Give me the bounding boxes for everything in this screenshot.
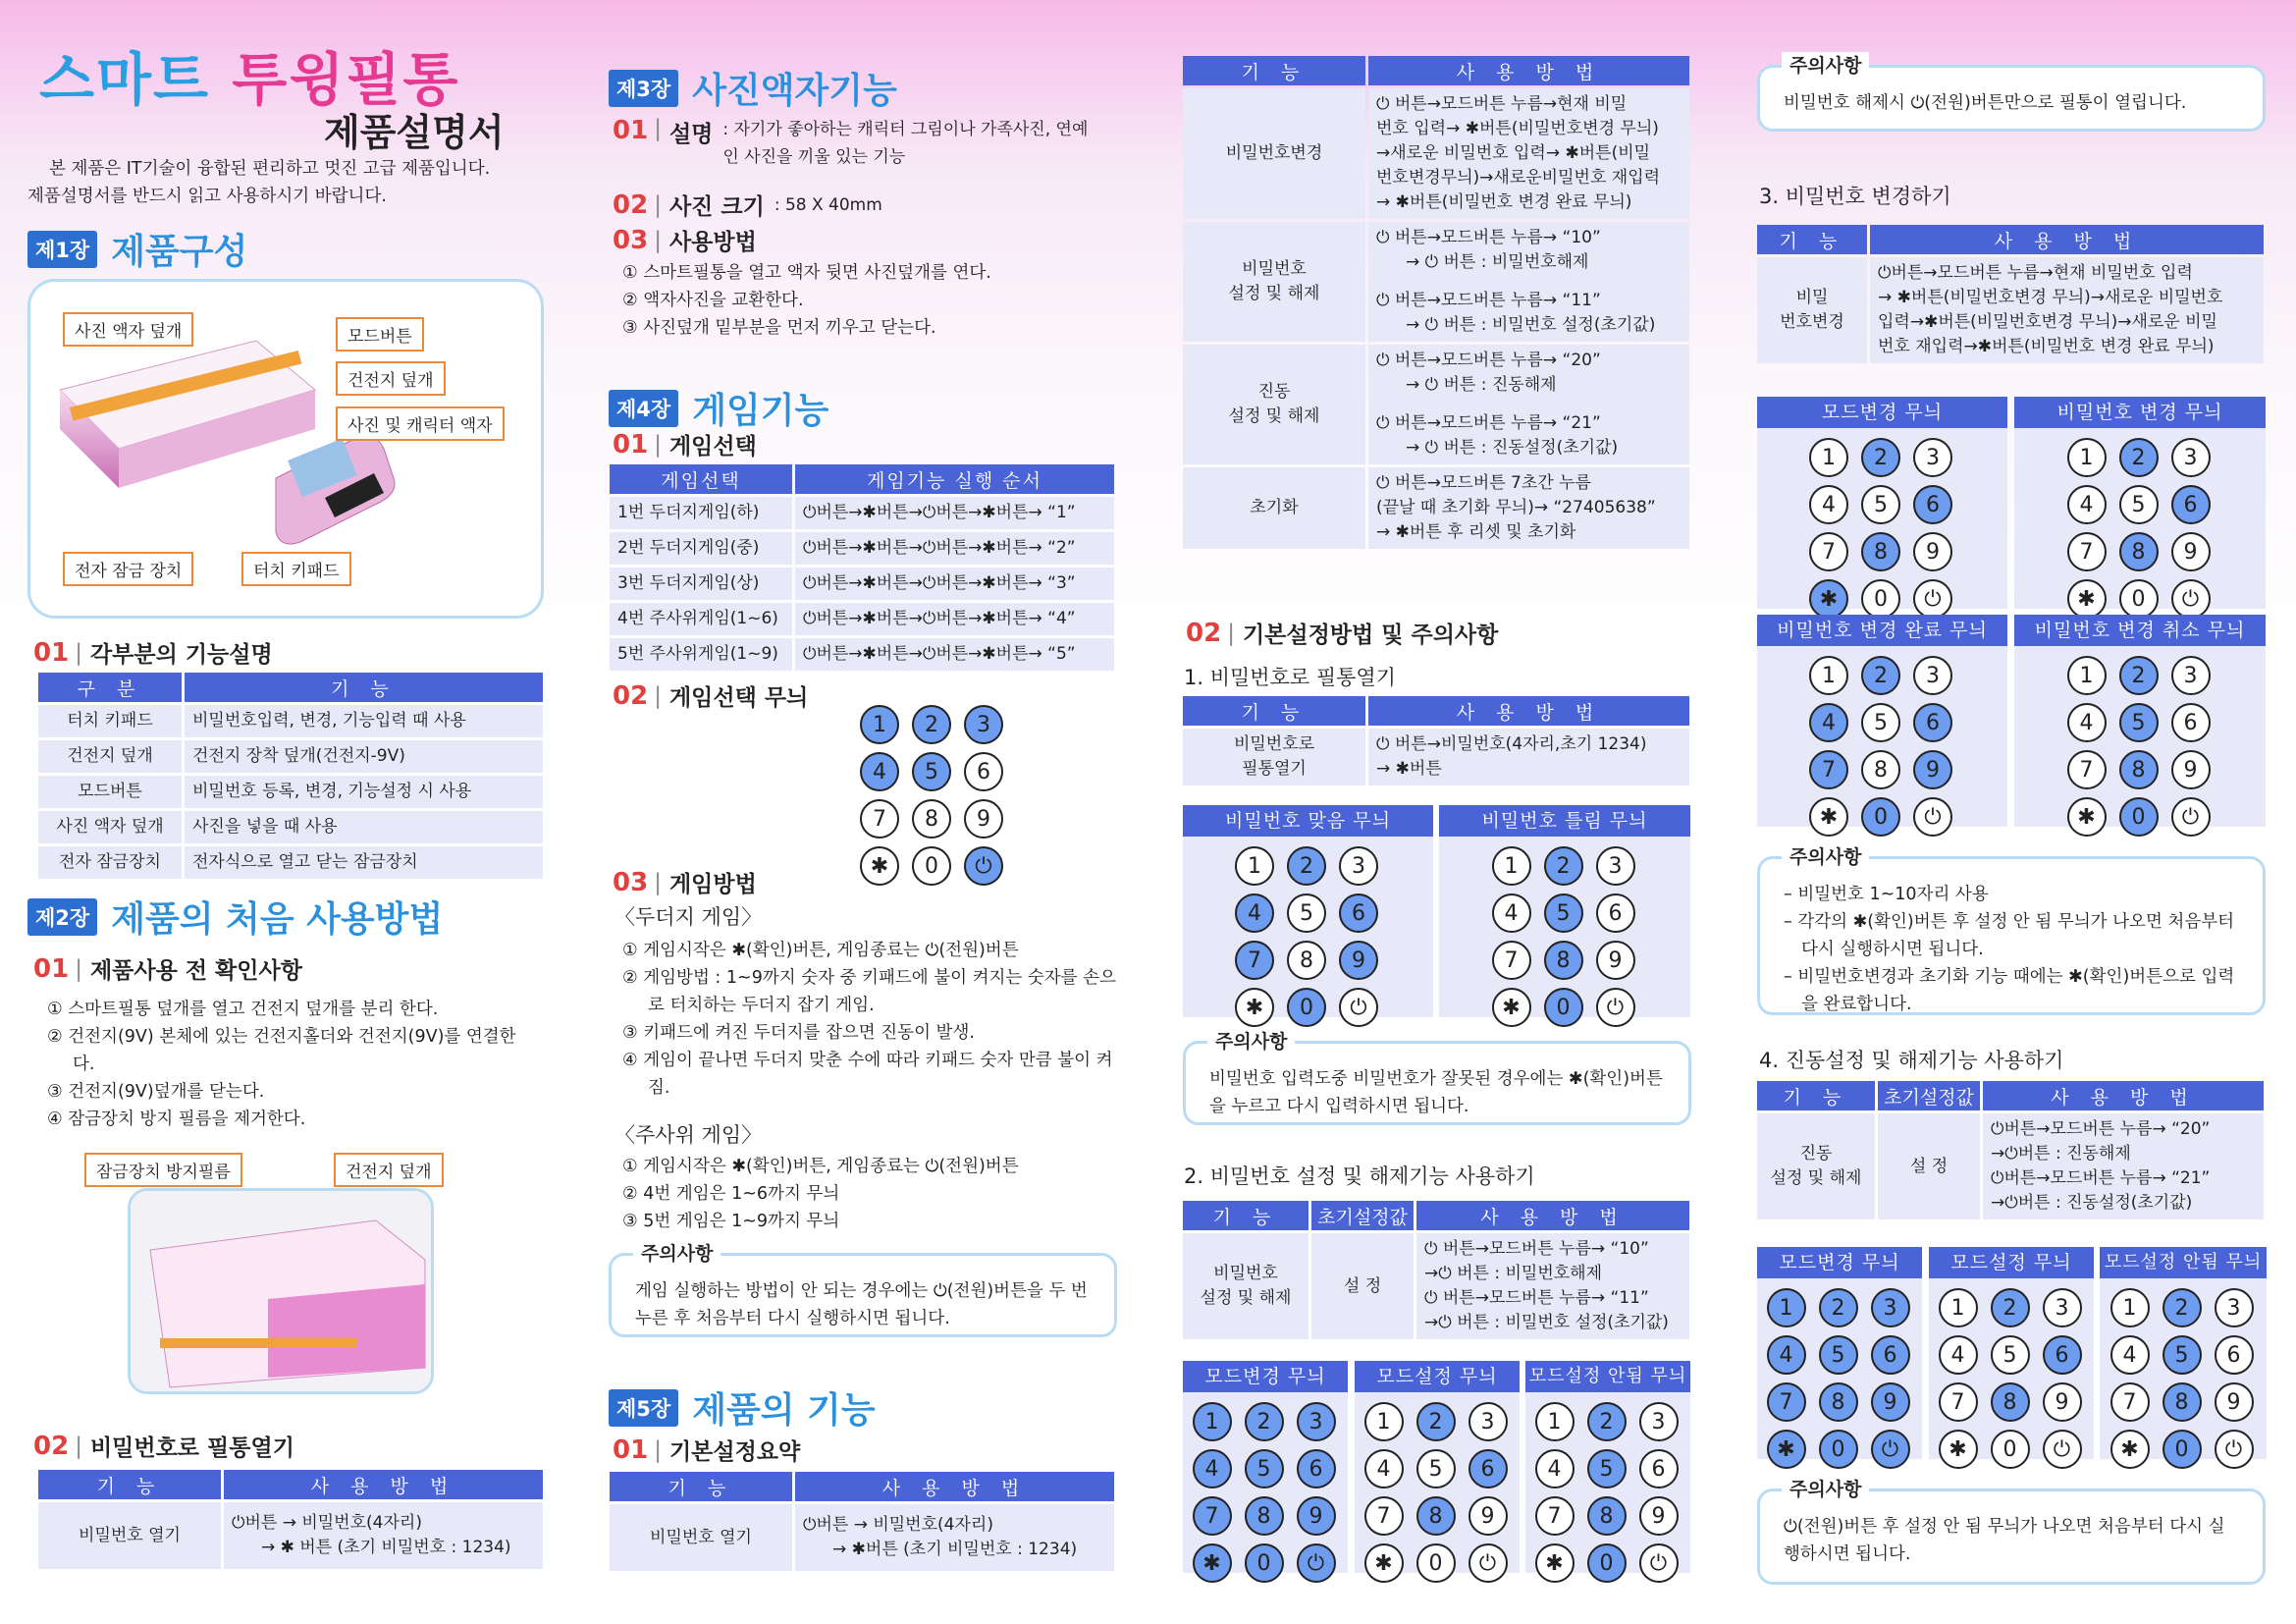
intro-text: 본 제품은 IT기술이 융합된 편리하고 멋진 고급 제품입니다. 제품설명서를 반드시 읽고 사용하시기 바랍니다. [27, 159, 491, 206]
keypad-key: ✱ [2067, 797, 2107, 837]
keypad-key: 0 [2119, 579, 2159, 619]
table-row: 비밀번호 설정 및 해제 ⏻ 버튼→모드버튼 누름→ “10” → ⏻ 버튼 : 비밀번호해제 ⏻ 버튼→모드버튼 누름→ “11” → ⏻ 버튼 : 비밀번호 설정(초기값) [1183, 222, 1689, 342]
panel-password-correct: 비밀번호 맞음 무늬 1 2 3 4 5 6 7 8 9 ✱ 0 ⏻ [1183, 805, 1433, 1017]
keypad-key: 0 [1287, 988, 1326, 1027]
opened-case-illustration [131, 1191, 434, 1394]
label-photo-character-frame: 사진 및 캐릭터 액자 [336, 406, 505, 441]
keypad-key: 7 [1492, 941, 1531, 980]
keypad-key: 6 [1468, 1449, 1508, 1489]
keypad-key: ⏻ [1339, 988, 1378, 1027]
keypad-key: 5 [2119, 703, 2159, 742]
keypad-key: ✱ [1809, 797, 1848, 837]
chapter-2-header: 제2장 제품의 처음 사용방법 [27, 892, 443, 942]
keypad-key: 5 [2119, 485, 2159, 524]
panel-password-change-done: 비밀번호 변경 완료 무늬 1 2 3 4 5 6 7 8 9 ✱ 0 ⏻ [1757, 615, 2007, 827]
keypad-key: 0 [2119, 797, 2159, 837]
table-row: 초기화 ⏻ 버튼→모드버튼 7초간 누름 (끝날 때 초기화 무늬)→ “27405638” → ✱버튼 후 리셋 및 초기화 [1183, 467, 1689, 549]
panel-c4-vib-mode-change: 모드변경 무늬 1 2 3 4 5 6 7 8 9 ✱ 0 ⏻ [1757, 1247, 1922, 1459]
keypad-key: 1 [2067, 656, 2107, 695]
keypad-key: 9 [2171, 750, 2211, 789]
keypad-key: ✱ [1193, 1543, 1232, 1583]
keypad-key: 4 [2067, 703, 2107, 742]
game-caution-note: 주의사항 게임 실행하는 방법이 안 되는 경우에는 ⏻(전원)버튼을 두 번 누른 후 처음부터 다시 실행하시면 됩니다. [609, 1253, 1117, 1337]
keypad-key: 6 [964, 752, 1003, 791]
panel-mode-change: 모드변경 무늬 1 2 3 4 5 6 7 8 9 ✱ 0 ⏻ [1183, 1361, 1348, 1573]
keypad-key: 1 [1939, 1288, 1978, 1327]
keypad-key: 3 [1639, 1402, 1679, 1441]
ch4-sub-03: 03 | 게임방법 [613, 867, 757, 897]
panel-mode-set: 모드설정 무늬 1 2 3 4 5 6 7 8 9 ✱ 0 ⏻ [1355, 1361, 1520, 1573]
keypad-key: 5 [1819, 1335, 1858, 1375]
table-row: 비밀번호 열기 ⏻버튼 → 비밀번호(4자리) → ✱ 버튼 (초기 비밀번호 : 1234) [38, 1502, 543, 1569]
settings-function-table: 기 능 사 용 방 법 비밀번호변경 ⏻ 버튼→모드버튼 누름→현재 비밀 번호 입력→ ✱버튼(비밀번호변경 무늬) →새로운 비밀번호 입력→ ✱버튼(비밀 번호변경무늬)→새로운비밀번호 재입력 → ✱버튼(비밀번호 변경 완료 무늬) 비밀번호 설정 및 해제 ⏻ 버튼→모드버튼 누름→ “10” → ⏻ 버튼 : 비밀번호해제 ⏻ 버튼→모드버튼 누름→ “11” → ⏻ 버튼 : 비밀번호 설정(초기값) 진동 설정 및 해제 ⏻ 버튼→모드버튼 누름→ “20” → ⏻ 버튼 : 진동해제 ⏻ 버튼→모드버튼 누름→ “21” → ⏻ 버튼 : 진동설정(초기값) 초기화 ⏻ 버튼→모드버튼 7초간 누름 (끝날 때 초기화 무늬)→ “27405638” → ✱버튼 후 리셋 및 초기화 [1180, 53, 1692, 552]
keypad-key: 3 [1596, 846, 1635, 886]
label-lock-film: 잠금장치 방지필름 [84, 1153, 242, 1187]
table-row: 비밀 번호변경 ⏻버튼→모드버튼 누름→현재 비밀번호 입력 → ✱버튼(비밀번호변경 무늬)→새로운 비밀번호 입력→✱버튼(비밀번호변경 무늬)→새로운 비밀 번호 재입력→✱버튼(비밀번호 변경 완료 무늬) [1757, 257, 2264, 363]
keypad-key: 9 [2043, 1382, 2082, 1422]
keypad-key: 5 [1416, 1449, 1456, 1489]
keypad-key: 8 [1416, 1496, 1456, 1536]
keypad-key: 8 [1287, 941, 1326, 980]
keypad-key: ✱ [1535, 1543, 1575, 1583]
keypad-key: 3 [1297, 1402, 1336, 1441]
label-battery-cover-2: 건전지 덮개 [334, 1153, 444, 1187]
keypad-key: 0 [1861, 579, 1900, 619]
keypad-key: ⏻ [1913, 579, 1952, 619]
keypad-key: 6 [1913, 703, 1952, 742]
keypad-key: ✱ [1939, 1430, 1978, 1469]
ch3-sub-03: 03 | 사용방법 [613, 225, 757, 255]
keypad-key: 7 [1235, 941, 1274, 980]
main-title: 스마트 투윙필통 [39, 46, 460, 113]
parts-function-table: 구 분 기 능 터치 키패드 비밀번호입력, 변경, 기능입력 때 사용 건전지 덮개 건전지 장착 덮개(건전지-9V) 모드버튼 비밀번호 등록, 변경, 기능설정 시 사용 사진 액자 덮개 사진을 넣을 때 사용 전자 잠금장치 전자식으로 열고 닫는 잠금장치 [35, 670, 546, 882]
keypad-key: 2 [1587, 1402, 1627, 1441]
keypad-key: 4 [2067, 485, 2107, 524]
keypad-key: ✱ [2110, 1430, 2150, 1469]
keypad-key: 4 [1235, 893, 1274, 933]
keypad-key: 6 [1871, 1335, 1910, 1375]
keypad-key: 3 [1468, 1402, 1508, 1441]
table-row: 비밀번호 열기 ⏻버튼 → 비밀번호(4자리) → ✱버튼 (초기 비밀번호 : 1234) [610, 1504, 1114, 1571]
keypad-key: 9 [1871, 1382, 1910, 1422]
keypad-key: 5 [1245, 1449, 1284, 1489]
chapter-1-header: 제1장 제품구성 [27, 224, 247, 274]
keypad-key: 9 [1913, 532, 1952, 571]
table-row: 비밀번호 설정 및 해제 설 정 ⏻ 버튼→모드버튼 누름→ “10” →⏻ 버튼 : 비밀번호해제 ⏻ 버튼→모드버튼 누름→ “11” →⏻ 버튼 : 비밀번호 설정(초기값) [1183, 1233, 1689, 1339]
main-subtitle: 제품설명서 [324, 111, 505, 154]
keypad-key: 6 [1297, 1449, 1336, 1489]
keypad-key: 0 [1587, 1543, 1627, 1583]
keypad-key: ⏻ [1871, 1430, 1910, 1469]
chapter-5-header: 제5장 제품의 기능 [609, 1382, 876, 1433]
keypad-key: 8 [912, 799, 951, 839]
keypad-key: 9 [1913, 750, 1952, 789]
table-row: 4번 주사위게임(1~6) ⏻버튼→✱버튼→⏻버튼→✱버튼→ “4” [610, 603, 1114, 635]
keypad-key: 7 [1767, 1382, 1806, 1422]
keypad-key: 2 [1819, 1288, 1858, 1327]
keypad-key: 1 [860, 705, 899, 744]
keypad-key: 2 [1991, 1288, 2030, 1327]
keypad-key: 3 [964, 705, 1003, 744]
table-row: 진동 설정 및 해제 설 정 ⏻버튼→모드버튼 누름→ “20” →⏻버튼 : 진동해제 ⏻버튼→모드버튼 누름→ “21” →⏻버튼 : 진동설정(초기값) [1757, 1113, 2264, 1219]
keypad-key: 3 [2171, 438, 2211, 477]
keypad-key: 1 [1235, 846, 1274, 886]
panel-password-wrong: 비밀번호 틀림 무늬 1 2 3 4 5 6 7 8 9 ✱ 0 ⏻ [1439, 805, 1690, 1017]
keypad-key: 4 [1809, 703, 1848, 742]
ch2-sub-02: 02 | 비밀번호로 필통열기 [33, 1431, 294, 1461]
keypad-key: ✱ [1492, 988, 1531, 1027]
keypad-key: 6 [2171, 703, 2211, 742]
ch1-sub-01: 01 | 각부분의 기능설명 [33, 637, 273, 668]
panel-mode-set-failed: 모드설정 안됨 무늬 1 2 3 4 5 6 7 8 9 ✱ 0 ⏻ [1525, 1361, 1690, 1573]
keypad-key: ✱ [1809, 579, 1848, 619]
panel-c4-vib-mode-failed: 모드설정 안됨 무늬 1 2 3 4 5 6 7 8 9 ✱ 0 ⏻ [2100, 1247, 2267, 1459]
keypad-key: 0 [1861, 797, 1900, 837]
password-release-caution: 주의사항 비밀번호 해제시 ⏻(전원)버튼만으로 필통이 열립니다. [1757, 65, 2266, 132]
keypad-key: 2 [1416, 1402, 1456, 1441]
keypad-key: 2 [1245, 1402, 1284, 1441]
ch4-sub-02: 02 | 게임선택 무늬 [613, 680, 809, 711]
keypad-key: 0 [1416, 1543, 1456, 1583]
keypad-key: 7 [1809, 750, 1848, 789]
s2-title: 2. 비밀번호 설정 및 해제기능 사용하기 [1184, 1164, 1535, 1188]
keypad-key: 0 [1544, 988, 1583, 1027]
keypad-key: 0 [1991, 1430, 2030, 1469]
col3-sub-02: 02 | 기본설정방법 및 주의사항 [1186, 618, 1499, 648]
label-touch-keypad: 터치 키패드 [241, 552, 351, 586]
table-row: 1번 두더지게임(하) ⏻버튼→✱버튼→⏻버튼→✱버튼→ “1” [610, 497, 1114, 529]
keypad-key: 6 [2043, 1335, 2082, 1375]
keypad-key: 7 [1364, 1496, 1404, 1536]
keypad-key: 8 [2163, 1382, 2202, 1422]
keypad-key: 9 [1339, 941, 1378, 980]
keypad-key: 6 [1639, 1449, 1679, 1489]
panel-password-change-cancel: 비밀번호 변경 취소 무늬 1 2 3 4 5 6 7 8 9 ✱ 0 ⏻ [2014, 615, 2266, 827]
table-row: 2번 두더지게임(중) ⏻버튼→✱버튼→⏻버튼→✱버튼→ “2” [610, 532, 1114, 565]
keypad-key: 8 [1587, 1496, 1627, 1536]
keypad-key: 7 [1939, 1382, 1978, 1422]
keypad-key: ⏻ [2215, 1430, 2254, 1469]
keypad-key: 4 [1193, 1449, 1232, 1489]
table-row: 터치 키패드 비밀번호입력, 변경, 기능입력 때 사용 [38, 705, 543, 737]
keypad-key: 3 [2171, 656, 2211, 695]
keypad-key: 4 [2110, 1335, 2150, 1375]
table-row: 비밀번호변경 ⏻ 버튼→모드버튼 누름→현재 비밀 번호 입력→ ✱버튼(비밀번호변경 무늬) →새로운 비밀번호 입력→ ✱버튼(비밀 번호변경무늬)→새로운비밀번호 재입력 → ✱버튼(비밀번호 변경 완료 무늬) [1183, 88, 1689, 219]
keypad-key: ✱ [1767, 1430, 1806, 1469]
keypad-key: 5 [912, 752, 951, 791]
keypad-key: 8 [1861, 532, 1900, 571]
panel-c4-mode-change: 모드변경 무늬 1 2 3 4 5 6 7 8 9 ✱ 0 ⏻ [1757, 397, 2007, 609]
basic-settings-summary-table: 기 능 사 용 방 법 비밀번호 열기 ⏻버튼 → 비밀번호(4자리) → ✱버튼 (초기 비밀번호 : 1234) [607, 1469, 1117, 1574]
dice-game-steps: ① 게임시작은 ✱(확인)버튼, 게임종료는 ⏻(전원)버튼 ② 4번 게임은 1~6까지 무늬 ③ 5번 게임은 1~9까지 무늬 [622, 1157, 1019, 1231]
keypad-key: 3 [1913, 656, 1952, 695]
keypad-key: ✱ [1364, 1543, 1404, 1583]
product-photo-2 [128, 1188, 434, 1394]
keypad-key: 8 [1861, 750, 1900, 789]
keypad-key: 2 [912, 705, 951, 744]
keypad-key: 3 [1913, 438, 1952, 477]
password-open-table: 기 능 사 용 방 법 비밀번호 열기 ⏻버튼 → 비밀번호(4자리) → ✱ 버튼 (초기 비밀번호 : 1234) [35, 1467, 546, 1572]
keypad-key: 9 [2215, 1382, 2254, 1422]
dice-game-title: 〈주사위 게임〉 [614, 1123, 763, 1147]
keypad-key: 9 [1639, 1496, 1679, 1536]
keypad-key: 6 [2215, 1335, 2254, 1375]
s3-title: 3. 비밀번호 변경하기 [1759, 185, 1951, 208]
vibration-caution: 주의사항 ⏻(전원)버튼 후 설정 안 됨 무늬가 나오면 처음부터 다시 실행하시면 됩니다. [1757, 1489, 2266, 1585]
password-input-caution: 주의사항 비밀번호 입력도중 비밀번호가 잘못된 경우에는 ✱(확인)버튼을 누르고 다시 입력하시면 됩니다. [1183, 1041, 1691, 1125]
table-row: 전자 잠금장치 전자식으로 열고 닫는 잠금장치 [38, 846, 543, 879]
keypad-key: 0 [912, 846, 951, 886]
table-row: 진동 설정 및 해제 ⏻ 버튼→모드버튼 누름→ “20” → ⏻ 버튼 : 진동해제 ⏻ 버튼→모드버튼 누름→ “21” → ⏻ 버튼 : 진동설정(초기값) [1183, 345, 1689, 464]
keypad-key: 6 [1339, 893, 1378, 933]
keypad-key: 2 [1861, 656, 1900, 695]
label-battery-cover: 건전지 덮개 [336, 361, 446, 396]
keypad-key: 0 [2163, 1430, 2202, 1469]
keypad-key: 7 [2067, 532, 2107, 571]
keypad-key: 7 [1193, 1496, 1232, 1536]
keypad-key: 5 [1287, 893, 1326, 933]
keypad-key: ⏻ [2171, 797, 2211, 837]
keypad-key: 3 [1339, 846, 1378, 886]
label-electronic-lock: 전자 잠금 장치 [63, 552, 193, 586]
keypad-key: ⏻ [1596, 988, 1635, 1027]
keypad-key: 1 [1809, 438, 1848, 477]
keypad-key: 6 [2171, 485, 2211, 524]
keypad-key: 8 [1245, 1496, 1284, 1536]
keypad-key: ⏻ [964, 846, 1003, 886]
keypad-key: 8 [2119, 532, 2159, 571]
photo-frame-steps: ① 스마트필통을 열고 액자 뒷면 사진덮개를 연다. ② 액자사진을 교환한다. ③ 사진덮개 밑부분을 먼저 끼우고 닫는다. [622, 263, 991, 338]
keypad-key: 3 [1871, 1288, 1910, 1327]
keypad-key: 5 [1991, 1335, 2030, 1375]
keypad-key: 8 [1819, 1382, 1858, 1422]
ch2-sub-01: 01 | 제품사용 전 확인사항 [33, 953, 302, 984]
ch3-sub-01: 01 | 설명 : 자기가 좋아하는 캐릭터 그림이나 가족사진, 연예인 사진을 끼울 있는 기능 [613, 116, 1089, 167]
keypad-key: 4 [1364, 1449, 1404, 1489]
keypad-key: 1 [1809, 656, 1848, 695]
open-by-password-table: 기 능 사 용 방 법 비밀번호로 필통열기 ⏻ 버튼→비밀번호(4자리,초기 1234) → ✱버튼 [1180, 693, 1692, 788]
keypad-key: 2 [2119, 438, 2159, 477]
keypad-key: 7 [1809, 532, 1848, 571]
keypad-key: 1 [1193, 1402, 1232, 1441]
password-rules-caution: 주의사항 – 비밀번호 1~10자리 사용 – 각각의 ✱(확인)버튼 후 설정 안 됨 무늬가 나오면 처음부터 다시 실행하시면 됩니다. – 비밀번호변경과 초기화 기능 때에는 ✱(확인)버튼으로 입력을 완료합니다. [1757, 856, 2266, 1015]
keypad-key: 5 [1861, 703, 1900, 742]
keypad-key: 1 [1492, 846, 1531, 886]
keypad-key: 6 [1596, 893, 1635, 933]
keypad-key: 5 [1544, 893, 1583, 933]
keypad-key: 9 [1596, 941, 1635, 980]
keypad-key: 4 [1939, 1335, 1978, 1375]
password-set-table: 기 능 초기설정값 사 용 방 법 비밀번호 설정 및 해제 설 정 ⏻ 버튼→모드버튼 누름→ “10” →⏻ 버튼 : 비밀번호해제 ⏻ 버튼→모드버튼 누름→ “11” →⏻ 버튼 : 비밀번호 설정(초기값) [1180, 1198, 1692, 1342]
keypad-key: ⏻ [2043, 1430, 2082, 1469]
chapter-4-header: 제4장 게임기능 [609, 383, 828, 433]
keypad-key: ⏻ [1913, 797, 1952, 837]
table-row: 건전지 덮개 건전지 장착 덮개(건전지-9V) [38, 740, 543, 773]
keypad-key: 7 [2067, 750, 2107, 789]
label-mode-button: 모드버튼 [336, 317, 424, 352]
ch4-sub-01: 01 | 게임선택 [613, 429, 757, 460]
s1-title: 1. 비밀번호로 필통열기 [1184, 666, 1396, 689]
keypad-key: 2 [2119, 656, 2159, 695]
keypad-key: 2 [2163, 1288, 2202, 1327]
table-row: 사진 액자 덮개 사진을 넣을 때 사용 [38, 811, 543, 843]
keypad-key: 7 [860, 799, 899, 839]
panel-password-change: 비밀번호 변경 무늬 1 2 3 4 5 6 7 8 9 ✱ 0 ⏻ [2014, 397, 2266, 609]
keypad-key: 4 [860, 752, 899, 791]
keypad-key: 1 [1364, 1402, 1404, 1441]
keypad-key: 9 [1468, 1496, 1508, 1536]
keypad-key: ✱ [2067, 579, 2107, 619]
keypad-key: 2 [1544, 846, 1583, 886]
mole-game-title: 〈두더지 게임〉 [614, 905, 763, 929]
keypad-key: ⏻ [1639, 1543, 1679, 1583]
keypad-key: 9 [1297, 1496, 1336, 1536]
table-row: 5번 주사위게임(1~9) ⏻버튼→✱버튼→⏻버튼→✱버튼→ “5” [610, 638, 1114, 671]
keypad-key: 4 [1767, 1335, 1806, 1375]
game-keypad-pattern [860, 695, 1006, 895]
keypad-key: 5 [1587, 1449, 1627, 1489]
keypad-key: 1 [1767, 1288, 1806, 1327]
keypad-key: 0 [1245, 1543, 1284, 1583]
keypad-key: 9 [964, 799, 1003, 839]
keypad-key: ✱ [1235, 988, 1274, 1027]
keypad-key: 3 [2215, 1288, 2254, 1327]
keypad-key: 8 [1991, 1382, 2030, 1422]
pre-use-checklist: ① 스마트필통 덮개를 열고 건전지 덮개를 분리 한다. ② 건전지(9V) 본체에 있는 건전지홀더와 건전지(9V)를 연결한다. ③ 건전지(9V)덮개를 닫는다. ④ 잠금장치 방지 필름을 제거한다. [47, 1000, 516, 1129]
table-row: 비밀번호로 필통열기 ⏻ 버튼→비밀번호(4자리,초기 1234) → ✱버튼 [1183, 729, 1689, 785]
keypad-key: 3 [2043, 1288, 2082, 1327]
keypad-key: 0 [1819, 1430, 1858, 1469]
panel-c4-vib-mode-set: 모드설정 무늬 1 2 3 4 5 6 7 8 9 ✱ 0 ⏻ [1929, 1247, 2094, 1459]
keypad-key: 4 [1535, 1449, 1575, 1489]
keypad-key: ⏻ [1297, 1543, 1336, 1583]
table-row: 3번 두더지게임(상) ⏻버튼→✱버튼→⏻버튼→✱버튼→ “3” [610, 568, 1114, 600]
keypad-key: 1 [2110, 1288, 2150, 1327]
mole-game-steps: ① 게임시작은 ✱(확인)버튼, 게임종료는 ⏻(전원)버튼 ② 게임방법 : 1~9까지 숫자 중 키패드에 불이 켜지는 숫자를 손으로 터치하는 두더지 잡기 게임. ③ 키패드에 켜진 두더지를 잡으면 진동이 발생. ④ 게임이 끝나면 두더지 맞춘 수에 따라 키패드 숫자 만큼 불이 켜짐. [622, 941, 1116, 1098]
keypad-key: 6 [1913, 485, 1952, 524]
keypad-key: 7 [2110, 1382, 2150, 1422]
chapter-3-header: 제3장 사진액자기능 [609, 63, 897, 113]
keypad-key: 4 [1809, 485, 1848, 524]
keypad-key: 8 [2119, 750, 2159, 789]
ch5-sub-01: 01 | 기본설정요약 [613, 1435, 801, 1465]
keypad-key: 8 [1544, 941, 1583, 980]
keypad-key: 9 [2171, 532, 2211, 571]
keypad-key: 5 [1861, 485, 1900, 524]
keypad-key: 1 [1535, 1402, 1575, 1441]
label-photo-frame-cover: 사진 액자 덮개 [63, 312, 193, 347]
keypad-key: 7 [1535, 1496, 1575, 1536]
keypad-key: ⏻ [1468, 1543, 1508, 1583]
table-row: 모드버튼 비밀번호 등록, 변경, 기능설정 시 사용 [38, 776, 543, 808]
keypad-key: 5 [2163, 1335, 2202, 1375]
s4-title: 4. 진동설정 및 해제기능 사용하기 [1759, 1049, 2064, 1072]
game-select-table: 게임선택 게임기능 실행 순서 1번 두더지게임(하) ⏻버튼→✱버튼→⏻버튼→✱버튼→ “1” 2번 두더지게임(중) ⏻버튼→✱버튼→⏻버튼→✱버튼→ “2” 3번 두더지게임(상) ⏻버튼→✱버튼→⏻버튼→✱버튼→ “3” 4번 주사위게임(1~6) ⏻버튼→✱버튼→⏻버튼→✱버튼→ “4” 5번 주사위게임(1~9) ⏻버튼→✱버튼→⏻버튼→✱버튼→ “5” [607, 461, 1117, 674]
keypad-key: 4 [1492, 893, 1531, 933]
keypad-key: ✱ [860, 846, 899, 886]
keypad-key: ⏻ [2171, 579, 2211, 619]
vibration-set-table: 기 능 초기설정값 사 용 방 법 진동 설정 및 해제 설 정 ⏻버튼→모드버튼 누름→ “20” →⏻버튼 : 진동해제 ⏻버튼→모드버튼 누름→ “21” →⏻버튼 : 진동설정(초기값) [1754, 1078, 2267, 1222]
keypad-key: 1 [2067, 438, 2107, 477]
keypad-key: 2 [1287, 846, 1326, 886]
ch3-sub-02: 02 | 사진 크기 : 58 X 40mm [613, 189, 882, 220]
password-change-table: 기 능 사 용 방 법 비밀 번호변경 ⏻버튼→모드버튼 누름→현재 비밀번호 입력 → ✱버튼(비밀번호변경 무늬)→새로운 비밀번호 입력→✱버튼(비밀번호변경 무늬)→새로운 비밀 번호 재입력→✱버튼(비밀번호 변경 완료 무늬) [1754, 222, 2267, 366]
keypad-key: 2 [1861, 438, 1900, 477]
